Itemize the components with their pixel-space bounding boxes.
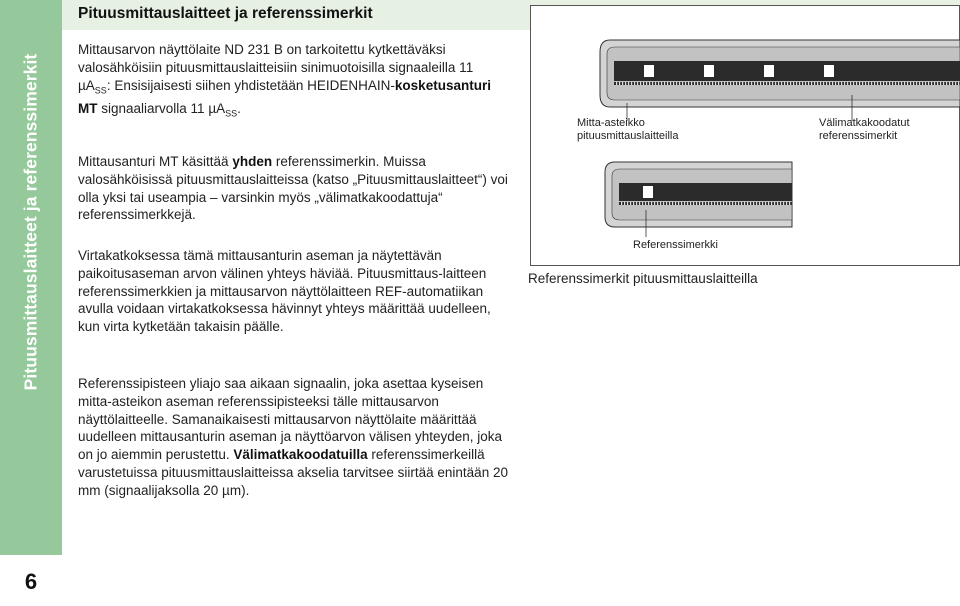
grating-line	[789, 202, 790, 205]
grating-line	[624, 202, 625, 205]
label-scale-line1: Mitta-asteikko	[577, 117, 645, 129]
grating-line	[766, 82, 767, 85]
grating-line	[826, 82, 827, 85]
grating-line	[910, 82, 911, 85]
para4-bold: Välimatkakoodatuilla	[233, 447, 368, 463]
grating-line	[684, 202, 685, 205]
grating-line	[675, 202, 676, 205]
grating-line	[649, 82, 650, 85]
grating-line	[621, 202, 622, 205]
grating-line	[721, 82, 722, 85]
grating-line	[643, 82, 644, 85]
para3-text: Virtakatkoksessa tämä mittausanturin aseman ja näytettävän paikoitusaseman arvon välinen yhteys häviää. Pituusmittaus-laitteen referenssimerkkien ja mittausarvon näyttölaitteen REF-automatiikan avulla voidaan virtakatkoksessa hävinnyt yhteys määrittää uudelleen, kun virta kytketään takaisin päälle.	[78, 248, 491, 335]
grating-line	[705, 202, 706, 205]
grating-line	[940, 82, 941, 85]
grating-line	[931, 82, 932, 85]
grating-line	[859, 82, 860, 85]
grating-line	[636, 202, 637, 205]
grating-line	[799, 82, 800, 85]
label-refmark: Referenssimerkki	[633, 239, 718, 251]
grating-line	[784, 82, 785, 85]
grating-line	[619, 82, 620, 85]
grating-line	[892, 82, 893, 85]
grating-line	[715, 82, 716, 85]
grating-line	[667, 82, 668, 85]
grating-line	[817, 82, 818, 85]
grating-line	[732, 202, 733, 205]
grating-line	[690, 202, 691, 205]
label-coded-line1: Välimatkakoodatut	[819, 117, 910, 129]
grating-line	[790, 82, 791, 85]
paragraph-2	[78, 153, 508, 224]
grating-line	[774, 202, 775, 205]
grating-line	[639, 202, 640, 205]
grating-line	[697, 82, 698, 85]
grating-line	[850, 82, 851, 85]
para2-bold: yhden	[232, 154, 273, 169]
grating-line	[648, 202, 649, 205]
grating-line	[654, 202, 655, 205]
grating-line	[904, 82, 905, 85]
scale-lower	[605, 162, 792, 237]
grating-line	[841, 82, 842, 85]
para1-text-d: .	[237, 101, 241, 117]
grating-line	[916, 82, 917, 85]
grating-line	[669, 202, 670, 205]
grating-line	[628, 82, 629, 85]
grating-line	[762, 202, 763, 205]
grating-line	[703, 82, 704, 85]
para2-text-a: Mittausanturi MT käsittää	[78, 154, 233, 169]
body-text	[78, 41, 508, 498]
grating-line	[657, 202, 658, 205]
grating-line	[753, 202, 754, 205]
grating-line	[711, 202, 712, 205]
grating-line	[700, 82, 701, 85]
paragraph-1	[78, 41, 508, 124]
grating-line	[862, 82, 863, 85]
grating-line	[726, 202, 727, 205]
grating-line	[685, 82, 686, 85]
grating-line	[805, 82, 806, 85]
para2-text-b: referenssimerkin. Muissa valosähköisissä pituusmittauslaitteissa (katso „Pituusmittauslaitteet“) voi olla yksi tai useampia – varsinkin myös „välimatkakoodattuja“ referenssimerkkejä.	[78, 154, 508, 223]
grating-line	[783, 202, 784, 205]
grating-line	[771, 202, 772, 205]
grating-line	[796, 82, 797, 85]
side-tab-title: Pituusmittauslaitteet ja referenssimerkit	[20, 53, 41, 391]
page-number: 6	[24, 569, 38, 594]
grating-line	[709, 82, 710, 85]
grating-line	[955, 82, 956, 85]
grating-line	[727, 82, 728, 85]
grating-line	[811, 82, 812, 85]
grating-line	[720, 202, 721, 205]
grating-line	[838, 82, 839, 85]
grating-line	[742, 82, 743, 85]
grating-line	[652, 82, 653, 85]
grating-line	[865, 82, 866, 85]
grating-line	[946, 82, 947, 85]
grating-line	[616, 82, 617, 85]
grating-line	[723, 202, 724, 205]
grating-line	[750, 202, 751, 205]
grating-line	[748, 82, 749, 85]
grating-line	[756, 202, 757, 205]
label-coded	[819, 117, 910, 143]
grating-line	[787, 82, 788, 85]
grating-line	[736, 82, 737, 85]
para1-text-c: signaaliarvolla 11 µA	[97, 101, 226, 117]
grating-line	[672, 202, 673, 205]
grating-line	[823, 82, 824, 85]
reference-mark-figure	[530, 5, 960, 266]
grating-line	[913, 82, 914, 85]
label-coded-line2: referenssimerkit	[819, 130, 898, 142]
grating-line	[928, 82, 929, 85]
grating-line	[693, 202, 694, 205]
grating-line	[655, 82, 656, 85]
grating-line	[889, 82, 890, 85]
grating-line	[786, 202, 787, 205]
grating-line	[663, 202, 664, 205]
grating-line	[627, 202, 628, 205]
grating-line	[733, 82, 734, 85]
grating-line	[844, 82, 845, 85]
page-title: Pituusmittauslaitteet ja referenssimerkit	[78, 5, 373, 22]
grating-line	[691, 82, 692, 85]
grating-line	[651, 202, 652, 205]
grating-line	[744, 202, 745, 205]
grating-line	[780, 202, 781, 205]
grating-line	[751, 82, 752, 85]
grating-line	[832, 82, 833, 85]
paragraph-4	[78, 375, 508, 500]
paragraph-3	[78, 247, 508, 336]
grating-line	[646, 82, 647, 85]
grating-line	[666, 202, 667, 205]
grating-line	[934, 82, 935, 85]
grating-line	[952, 82, 953, 85]
grating-line	[640, 82, 641, 85]
grating-line	[687, 202, 688, 205]
grating-line	[898, 82, 899, 85]
grating-line	[745, 82, 746, 85]
grating-line	[814, 82, 815, 85]
grating-line	[724, 82, 725, 85]
grating-line	[763, 82, 764, 85]
grating-line	[706, 82, 707, 85]
grating-line	[634, 82, 635, 85]
grating-line	[759, 202, 760, 205]
page-number-box	[0, 555, 62, 606]
side-tab	[0, 0, 62, 555]
grating-line	[735, 202, 736, 205]
grating-line	[660, 202, 661, 205]
grating-line	[886, 82, 887, 85]
grating-line	[778, 82, 779, 85]
grating-line	[871, 82, 872, 85]
para1-sub-b: SS	[225, 108, 238, 119]
grating-line	[754, 82, 755, 85]
grating-line	[625, 82, 626, 85]
grating-line	[877, 82, 878, 85]
grating-line	[664, 82, 665, 85]
grating-line	[637, 82, 638, 85]
grating-line	[808, 82, 809, 85]
grating-line	[747, 202, 748, 205]
grating-line	[682, 82, 683, 85]
para4-text-a: Referenssipisteen yliajo saa aikaan signaalin, joka asettaa kyseisen mitta-asteikon aseman referenssipisteeksi tälle mittausarvon näyttölaitteelle. Samanaikaisesti mittausarvon näyttölaite määrittää uudelleen mittausanturin aseman ja näyttöarvon välisen yhteyden, joka on jo aiemmin perustettu.	[78, 376, 503, 463]
para1-text-b: : Ensisijaisesti siihen yhdistetään HEIDENHAIN-	[106, 77, 395, 93]
grating-line	[730, 82, 731, 85]
grating-line	[679, 82, 680, 85]
grating-line	[633, 202, 634, 205]
grating-line	[949, 82, 950, 85]
grating-line	[714, 202, 715, 205]
grating-line	[681, 202, 682, 205]
grating-line	[676, 82, 677, 85]
grating-line	[829, 82, 830, 85]
grating-line	[622, 82, 623, 85]
grating-line	[919, 82, 920, 85]
grating-line	[696, 202, 697, 205]
grating-line	[699, 202, 700, 205]
grating-line	[712, 82, 713, 85]
grating-line	[678, 202, 679, 205]
para1-text-a: Mittausarvon näyttölaite ND 231 B on tarkoitettu kytkettäväksi valosähköisiin pituusmittauslaitteisiin sinimuotoisilla signaaleilla 11 µA	[78, 42, 474, 93]
grating-line	[820, 82, 821, 85]
grating-line	[708, 202, 709, 205]
grating-line	[741, 202, 742, 205]
grating-line	[688, 82, 689, 85]
grating-line	[793, 82, 794, 85]
grating-line	[661, 82, 662, 85]
grating-line	[717, 202, 718, 205]
grating-line	[769, 82, 770, 85]
single-ref-mark	[643, 186, 653, 198]
grating-line	[658, 82, 659, 85]
grating-line	[802, 82, 803, 85]
grating-line	[738, 202, 739, 205]
para4-text-b: referenssimerkeillä varustetuissa pituusmittauslaitteissa akselia tarvitsee siirtää enintään 20 mm (signaalijaksolla 20 µm).	[78, 447, 508, 498]
label-scale-line2: pituusmittauslaitteilla	[577, 130, 679, 142]
grating-line	[847, 82, 848, 85]
grating-line	[702, 202, 703, 205]
grating-line	[835, 82, 836, 85]
grating-line	[922, 82, 923, 85]
grating-line	[772, 82, 773, 85]
grating-line	[642, 202, 643, 205]
grating-line	[739, 82, 740, 85]
grating-line	[777, 202, 778, 205]
grating-line	[670, 82, 671, 85]
grating-line	[765, 202, 766, 205]
grating-line	[925, 82, 926, 85]
grating-line	[760, 82, 761, 85]
para1-bold: kosketusanturi MT	[78, 77, 491, 117]
grating-line	[958, 82, 959, 85]
grating-line	[768, 202, 769, 205]
grating-line	[856, 82, 857, 85]
grating-line	[631, 82, 632, 85]
grating-line	[868, 82, 869, 85]
grating-line	[729, 202, 730, 205]
label-scale	[577, 117, 679, 143]
grating-line	[937, 82, 938, 85]
grating-line	[694, 82, 695, 85]
grating-line	[880, 82, 881, 85]
grating-line	[718, 82, 719, 85]
para1-sub-a: SS	[94, 85, 107, 96]
grating-line	[781, 82, 782, 85]
grating-line	[895, 82, 896, 85]
grating-line	[775, 82, 776, 85]
grating-line	[901, 82, 902, 85]
figure-caption: Referenssimerkit pituusmittauslaitteilla	[528, 271, 758, 286]
grating-line	[907, 82, 908, 85]
grating-line	[757, 82, 758, 85]
grating-line	[630, 202, 631, 205]
grating-line	[874, 82, 875, 85]
grating-line	[883, 82, 884, 85]
grating-line	[853, 82, 854, 85]
grating-line	[645, 202, 646, 205]
grating-line	[673, 82, 674, 85]
grating-line	[943, 82, 944, 85]
